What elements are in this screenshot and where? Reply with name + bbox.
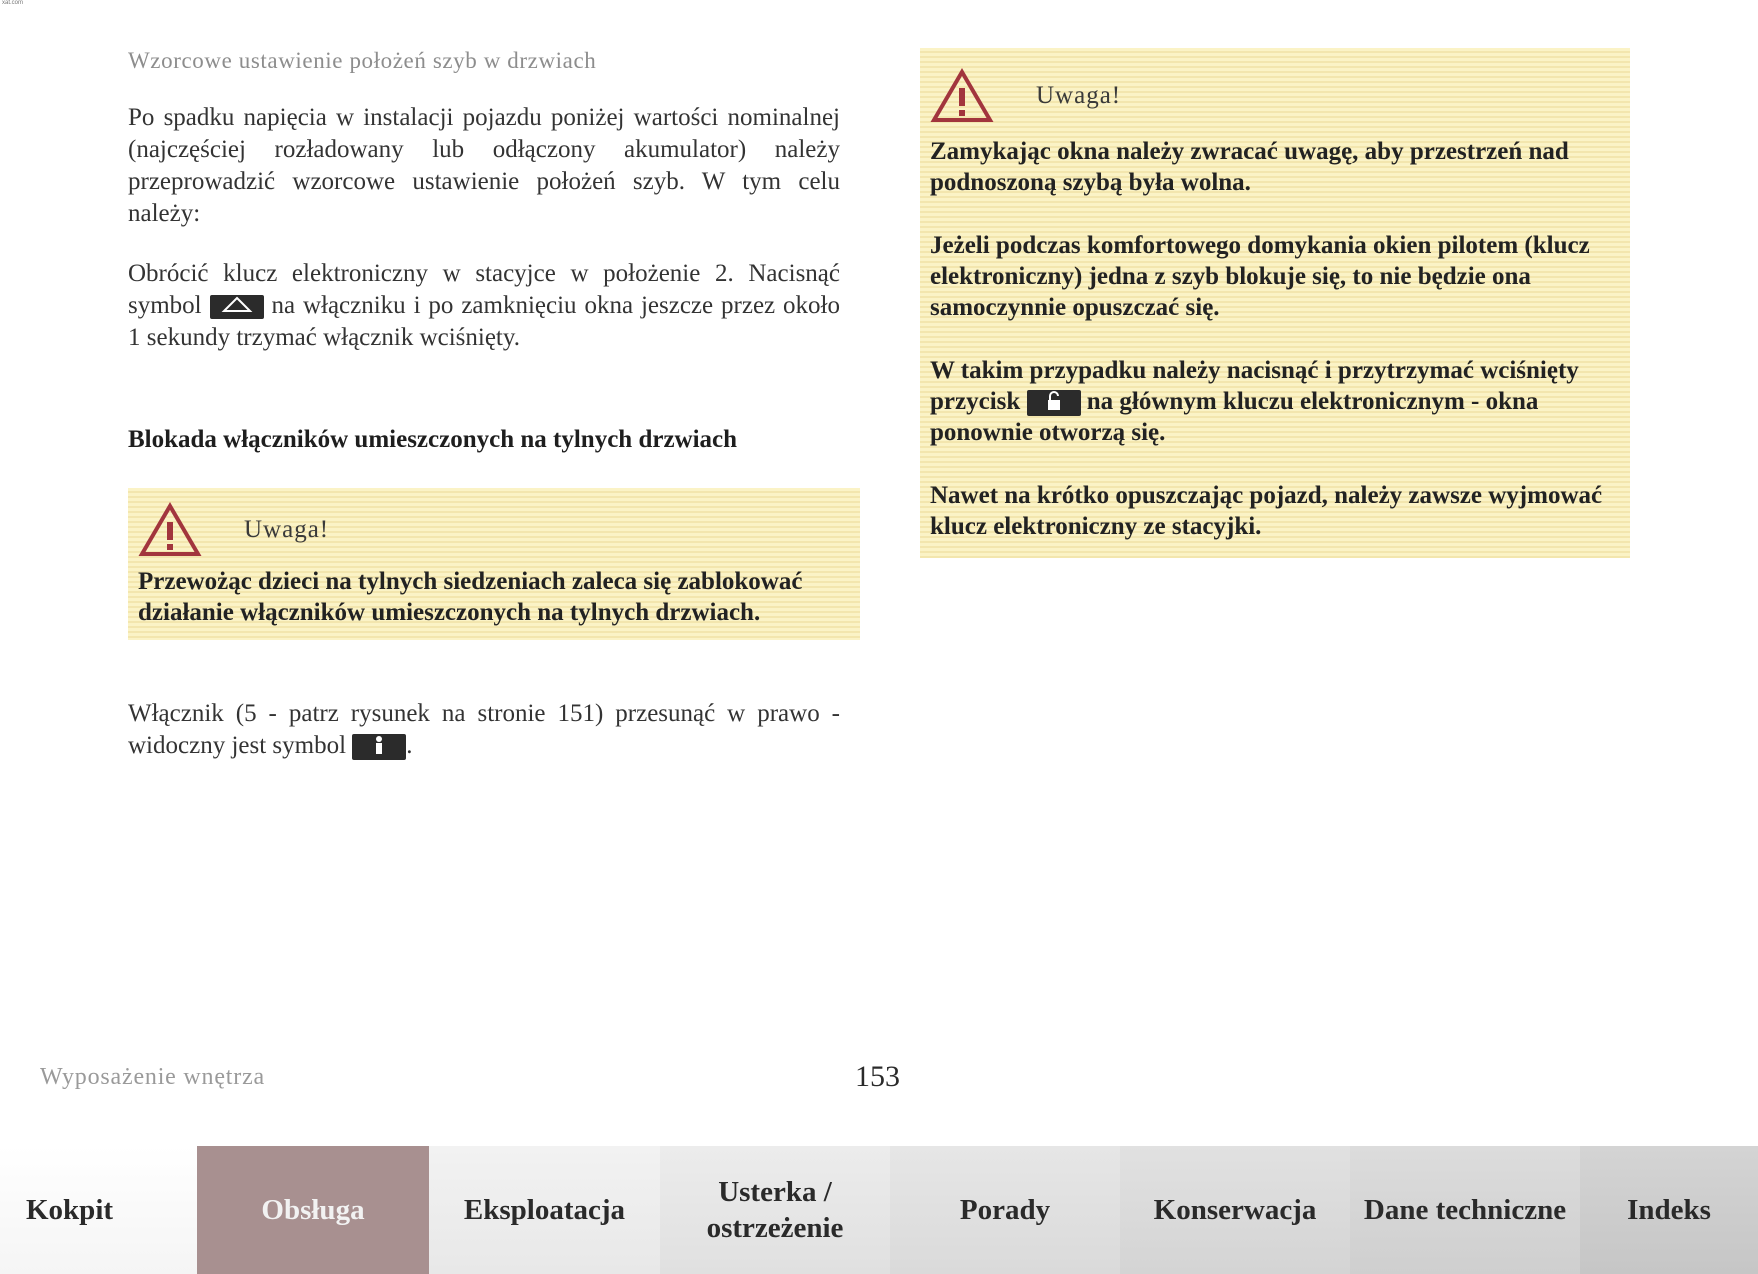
warning-box-children	[128, 488, 860, 640]
tab-porady[interactable]: Porady	[890, 1146, 1120, 1274]
page-number: 153	[855, 1060, 900, 1093]
tab-obsluga[interactable]: Obsługa	[197, 1146, 429, 1274]
paragraph-switch: Włącznik (5 - patrz rysunek na stronie 151) przesunąć w prawo - widoczny jest symbol .	[128, 700, 840, 759]
chapter-nav	[0, 1146, 1758, 1274]
tab-eksploatacja[interactable]: Eksploatacja	[429, 1146, 660, 1274]
warning-triangle-icon	[138, 502, 202, 558]
warning-text-1: Zamykając okna należy zwracać uwagę, aby przestrzeń nad podnoszoną szybą była wolna.	[930, 138, 1569, 196]
left-column	[128, 48, 840, 762]
window-up-symbol-icon	[210, 295, 264, 319]
rear-switch-lock-heading: Blokada włączników umieszczonych na tylnych drzwiach	[128, 426, 738, 453]
paragraph-procedure: Obrócić klucz elektroniczny w stacyjce w położenie 2. Nacisnąć symbol na włączniku i po zamknięciu okna jeszcze przez około 1 sekundy trzymać włącznik wciśnięty.	[128, 260, 840, 351]
tab-dane-techniczne[interactable]: Dane techniczne	[1350, 1146, 1580, 1274]
unlock-button-symbol-icon	[1027, 390, 1081, 416]
child-lock-symbol-icon	[352, 734, 406, 760]
warning-text-3: W takim przypadku należy nacisnąć i przytrzymać wciśnięty przycisk na głównym kluczu elektronicznym - okna ponownie otworzą się.	[930, 357, 1579, 446]
tab-konserwacja[interactable]: Konserwacja	[1120, 1146, 1350, 1274]
paragraph-intro: Po spadku napięcia w instalacji pojazdu poniżej wartości nominalnej (najczęściej rozładowany lub odłączony akumulator) należy przeprowadzić wzorcowe ustawienie położeń szyb. W tym celu należy:	[128, 104, 840, 227]
warning-label: Uwaga!	[244, 516, 330, 543]
warning-box-windows	[920, 48, 1630, 558]
tab-indeks[interactable]: Indeks	[1580, 1146, 1758, 1274]
section-title: Wzorcowe ustawienie położeń szyb w drzwiach	[128, 48, 597, 73]
right-column	[920, 48, 1630, 558]
warning-text-2: Jeżeli podczas komfortowego domykania okien pilotem (klucz elektroniczny) jedna z szyb blokuje się, to nie będzie ona samoczynnie opuszczać się.	[930, 232, 1590, 321]
watermark: xat.com	[2, 0, 24, 6]
warning-label: Uwaga!	[1036, 82, 1122, 109]
warning-text: Przewożąc dzieci na tylnych siedzeniach zaleca się zablokować działanie włączników umieszczonych na tylnych drzwiach.	[138, 568, 803, 626]
tab-kokpit[interactable]: Kokpit	[0, 1146, 197, 1274]
warning-text-4: Nawet na krótko opuszczając pojazd, należy zawsze wyjmować klucz elektroniczny ze stacyjki.	[930, 482, 1603, 540]
tab-usterka[interactable]: Usterka / ostrzeżenie	[660, 1146, 890, 1274]
footer-section-label: Wyposażenie wnętrza	[40, 1064, 265, 1090]
warning-triangle-icon	[930, 68, 994, 124]
